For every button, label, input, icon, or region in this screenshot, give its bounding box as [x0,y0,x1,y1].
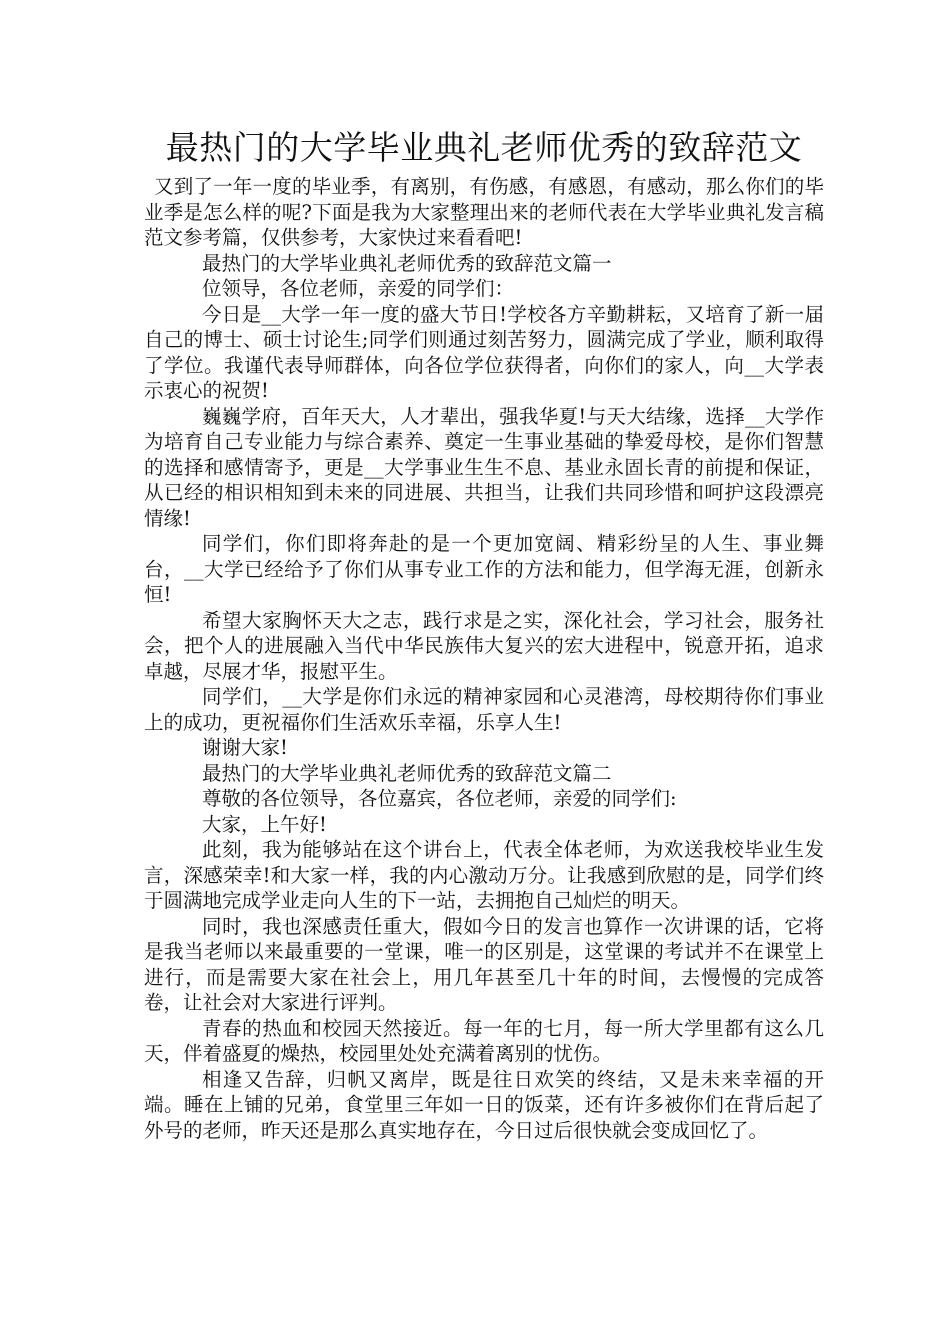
section-heading-2: 最热门的大学毕业典礼老师优秀的致辞范文篇二 [202,761,612,785]
section-heading-1: 最热门的大学毕业典礼老师优秀的致辞范文篇一 [202,251,612,275]
body-paragraph: 同时，我也深感责任重大，假如今日的发言也算作一次讲课的话，它将是我当老师以来最重要的一堂课，唯一的区别是，这堂课的考试并不在课堂上进行，而是需要大家在社会上，用几年甚至几十年的时间，去慢慢的完成答卷，让社会对大家进行评判。 [144,914,824,1014]
body-paragraph: 同学们，__大学是你们永远的精神家园和心灵港湾，母校期待你们事业上的成功，更祝福你们生活欢乐幸福，乐享人生! [144,685,824,734]
body-paragraph: 巍巍学府，百年天大，人才辈出，强我华夏!与天大结缘，选择__大学作为培育自己专业能力与综合素养、奠定一生事业基础的挚爱母校，是你们智慧的选择和感情寄予，更是__大学事业生生不息、基业永固长青的前提和保证，从已经的相识相知到未来的同进展、共担当，让我们共同珍惜和呵护这段漂亮情缘! [144,404,824,530]
body-paragraph: 今日是__大学一年一度的盛大节日!学校各方辛勤耕耘，又培育了新一届自己的博士、硕士讨论生;同学们则通过刻苦努力，圆满完成了学业，顺利取得了学位。我谨代表导师群体，向各位学位获得者，向你们的家人，向__大学表示衷心的祝贺! [144,302,824,402]
body-paragraph: 青春的热血和校园天然接近。每一年的七月，每一所大学里都有这么几天，伴着盛夏的燥热，校园里处处充满着离别的忧伤。 [144,1016,824,1065]
document-page [144,126,824,1143]
intro-paragraph: 又到了一年一度的毕业季，有离别，有伤感，有感恩，有感动，那么你们的毕业季是怎么样的呢?下面是我为大家整理出来的老师代表在大学毕业典礼发言稿范文参考篇，仅供参考，大家快过来看看吧! [144,175,824,249]
document-title: 最热门的大学毕业典礼老师优秀的致辞范文 [165,128,803,167]
body-paragraph: 此刻，我为能够站在这个讲台上，代表全体老师，为欢送我校毕业生发言，深感荣幸!和大家一样，我的内心激动万分。让我感到欣慰的是，同学们终于圆满地完成学业走向人生的下一站，去拥抱自己灿烂的明天。 [144,838,824,912]
closing-line: 谢谢大家! [202,736,288,759]
body-paragraph: 希望大家胸怀天大之志，践行求是之实，深化社会，学习社会，服务社会，把个人的进展融入当代中华民族伟大复兴的宏大进程中，锐意开拓，追求卓越，尽展才华，报慰平生。 [144,608,824,683]
document-body [144,174,824,1143]
salutation-1: 位领导，各位老师，亲爱的同学们： [202,277,515,300]
greeting-line: 大家，上午好! [202,812,327,836]
body-paragraph: 同学们，你们即将奔赴的是一个更加宽阔、精彩纷呈的人生、事业舞台，__大学已经给予了你们从事专业工作的方法和能力，但学海无涯，创新永恒! [144,532,824,606]
salutation-2: 尊敬的各位领导，各位嘉宾，各位老师，亲爱的同学们: [202,787,677,810]
body-paragraph: 相逢又告辞，归帆又离岸，既是往日欢笑的终结，又是未来幸福的开端。睡在上铺的兄弟，食堂里三年如一日的饭菜，还有许多被你们在背后起了外号的老师，昨天还是那么真实地存在，今日过后很快就会变成回忆了。 [144,1067,824,1142]
